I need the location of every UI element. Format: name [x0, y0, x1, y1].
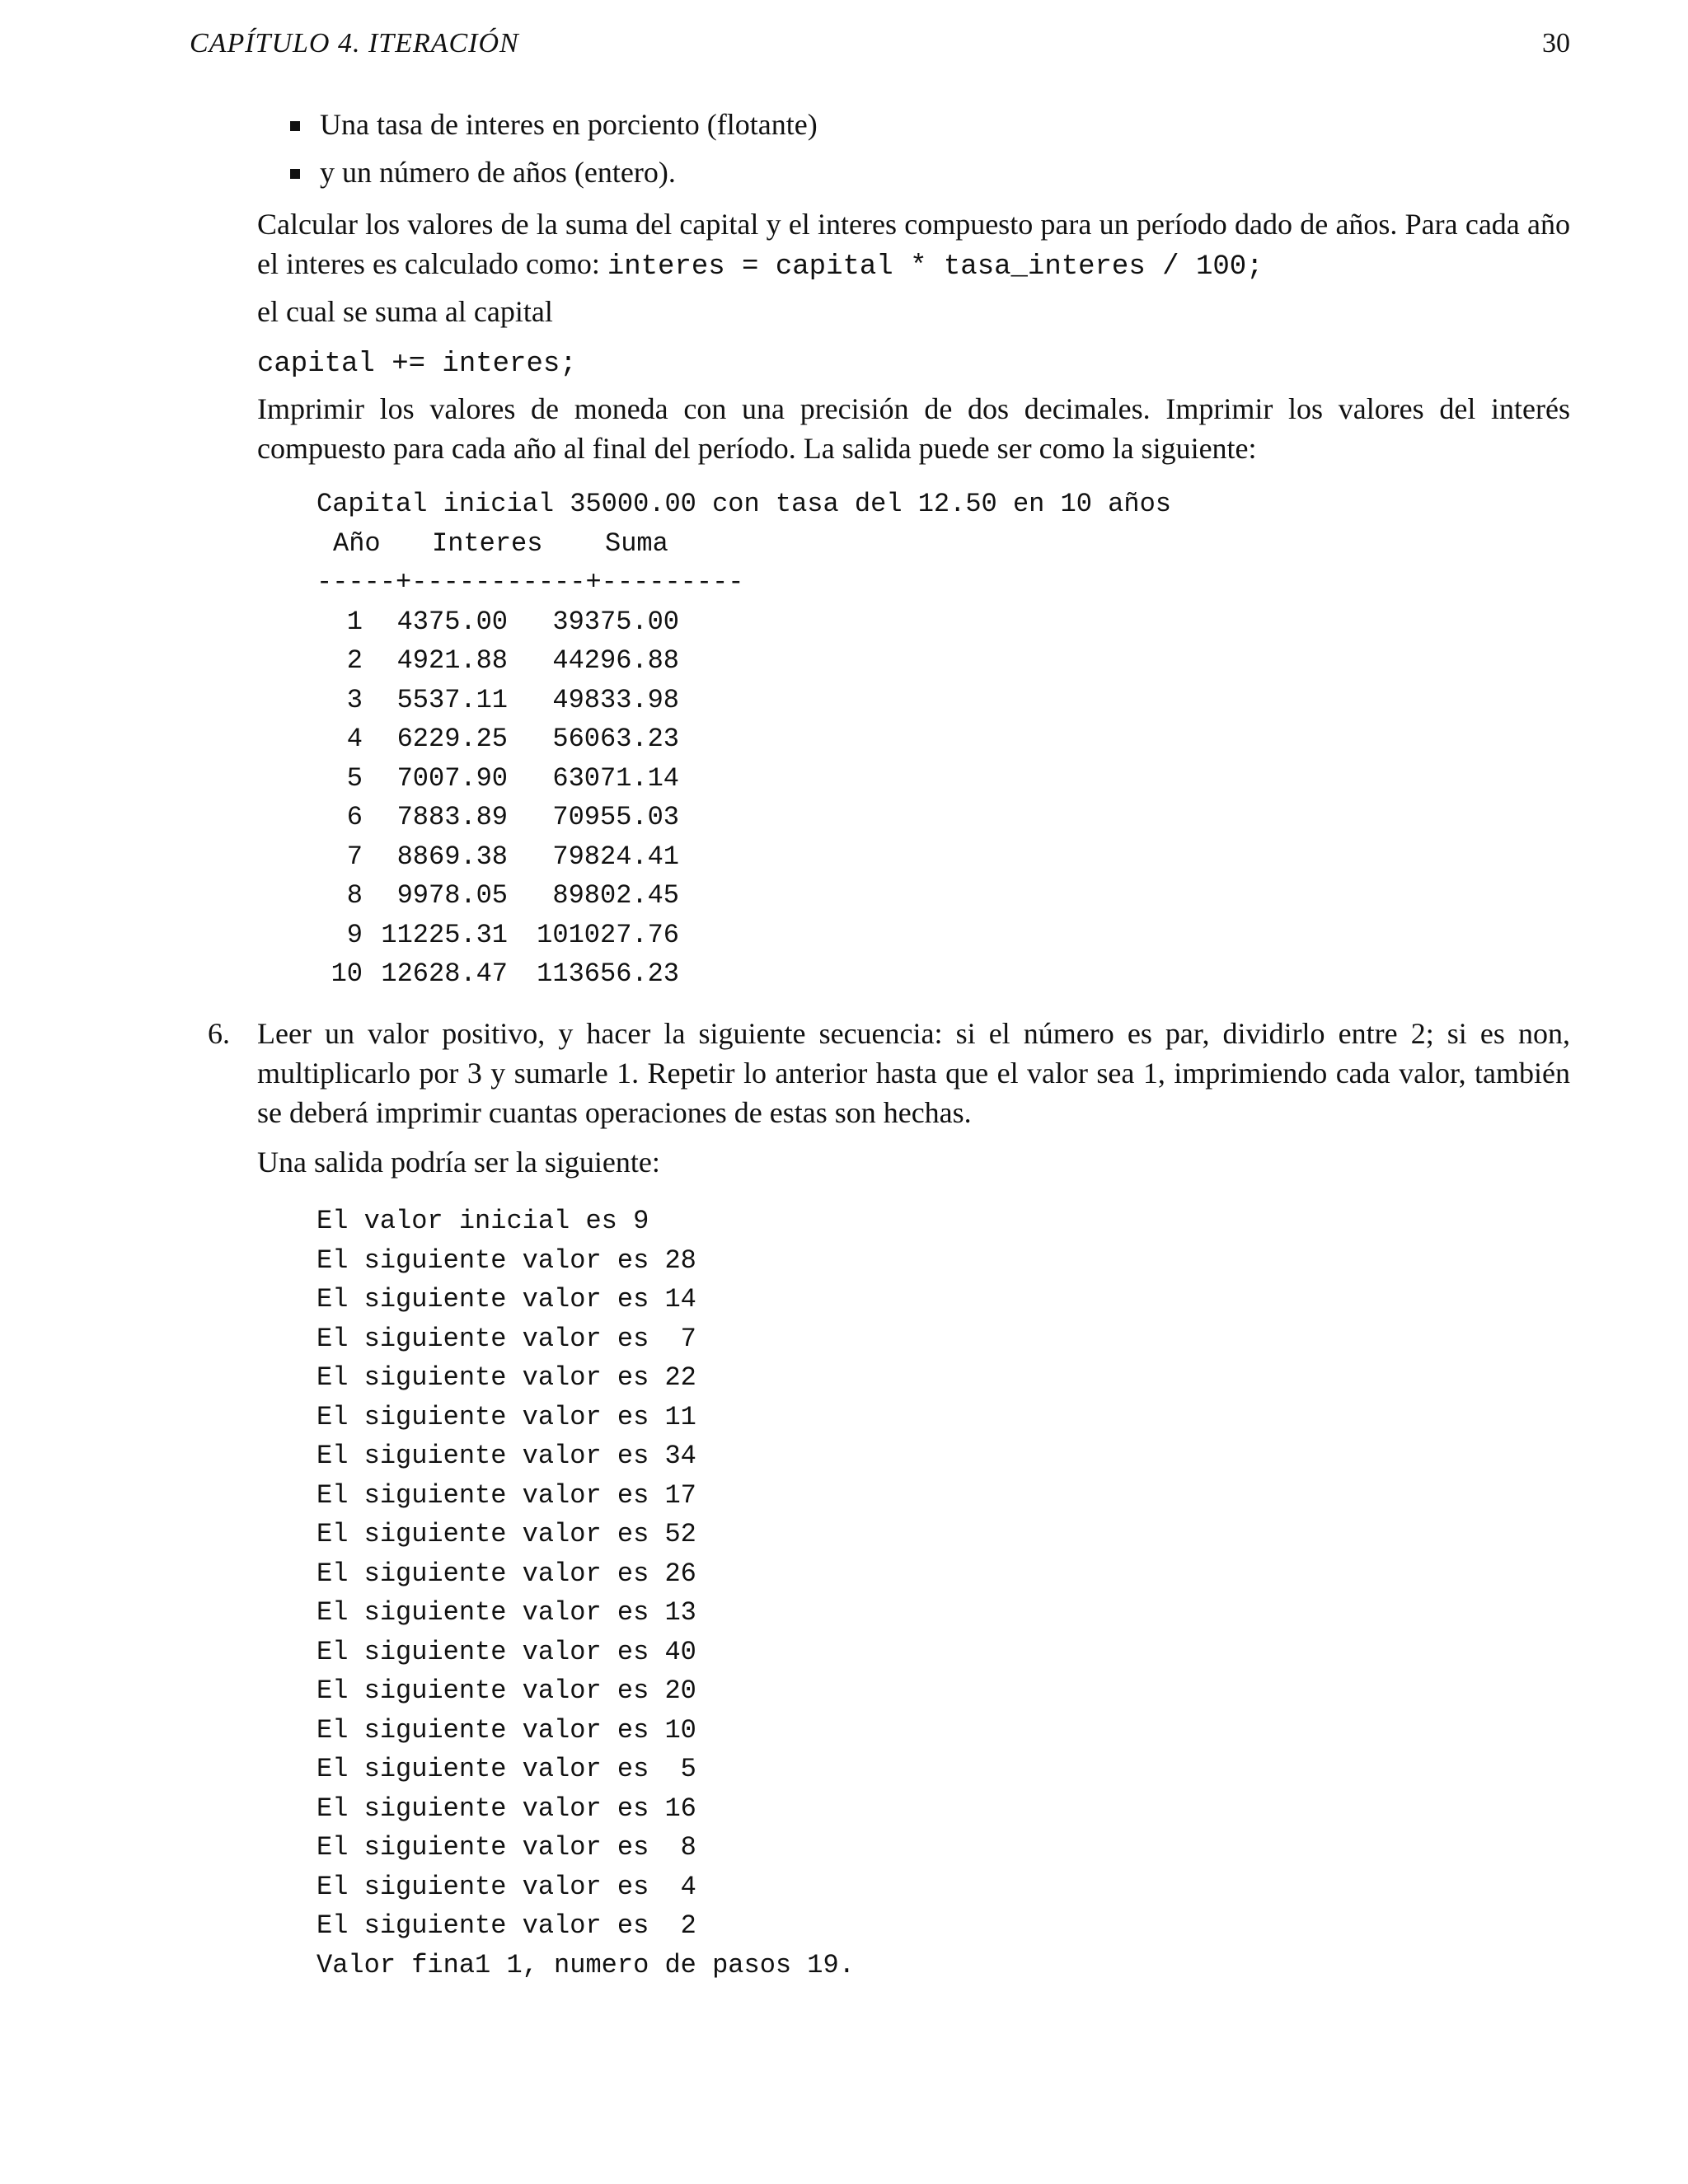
sample-intro: Una salida podría ser la siguiente: — [257, 1146, 660, 1179]
table-row — [316, 681, 1171, 720]
table-row — [316, 602, 1171, 642]
column-header-year: Año — [333, 527, 381, 559]
table-row — [316, 916, 1171, 955]
cell-interest: 11225.31 — [381, 919, 508, 950]
cell-sum: 39375.00 — [552, 606, 679, 637]
print-paragraph: Imprimir los valores de moneda con una precisión de dos decimales. Imprimir los valores del interés compuesto para cada año al final del período. La salida puede ser como la siguiente: — [257, 392, 1570, 465]
cell-sum: 113656.23 — [537, 958, 679, 989]
calc-text: Calcular los valores de la suma del capital y el interes compuesto para un período dado de años. Para cada año el interes es calculado como: — [257, 208, 1570, 280]
output-line: El siguiente valor es 10 — [316, 1714, 696, 1746]
output-line: El siguiente valor es 2 — [316, 1910, 696, 1941]
cell-interest: 4921.88 — [396, 645, 508, 676]
output-line: Valor fina1 1, numero de pasos 19. — [316, 1949, 855, 1980]
square-bullet-icon — [290, 121, 300, 131]
output-line: El siguiente valor es 14 — [316, 1284, 696, 1315]
output-line: El siguiente valor es 16 — [316, 1793, 696, 1824]
output-line: El valor inicial es 9 — [316, 1206, 649, 1236]
cell-year: 6 — [346, 802, 363, 832]
sum-code: capital += interes; — [257, 349, 577, 380]
output-line: El siguiente valor es 17 — [316, 1479, 696, 1511]
cell-year: 2 — [346, 645, 363, 676]
table-row — [316, 837, 1171, 877]
cell-year: 10 — [331, 958, 363, 989]
cell-interest: 8869.38 — [396, 841, 508, 872]
cell-year: 3 — [346, 684, 363, 715]
bullet-list — [290, 101, 1526, 196]
list-item: Una tasa de interes en porciento (flotante) — [290, 101, 1526, 148]
output-line: El siguiente valor es 11 — [316, 1401, 696, 1432]
cell-sum: 70955.03 — [552, 802, 679, 832]
sum-code-line — [257, 341, 1570, 384]
output-line: El siguiente valor es 26 — [316, 1558, 696, 1589]
cell-sum: 49833.98 — [552, 684, 679, 715]
cell-year: 7 — [346, 841, 363, 872]
page-number: 30 — [1542, 28, 1570, 59]
output-line: El siguiente valor es 22 — [316, 1362, 696, 1393]
sequence-output — [316, 1202, 855, 1985]
cell-sum: 44296.88 — [552, 645, 679, 676]
sum-paragraph: el cual se suma al capital — [257, 295, 553, 328]
calc-paragraph — [257, 204, 1570, 287]
output-line: El siguiente valor es 8 — [316, 1832, 696, 1863]
list-item: y un número de años (entero). — [290, 148, 1526, 196]
cell-sum: 101027.76 — [537, 919, 679, 950]
table-rule: -----+-----------+--------- — [316, 567, 744, 598]
item6-paragraph: Leer un valor positivo, y hacer la siguiente secuencia: si el número es par, dividirlo entre 2; si es non, multiplicarlo por 3 y sumarle 1. Repetir lo anterior hasta que el valor sea 1, imprimiendo cada valor, también se deberá imprimir cuantas operaciones de estas son hechas. — [257, 1017, 1570, 1129]
column-header-sum: Suma — [605, 527, 668, 559]
output-line: El siguiente valor es 4 — [316, 1871, 696, 1902]
output-title-line: Capital inicial 35000.00 con tasa del 12.50 en 10 años — [316, 489, 1171, 519]
square-bullet-icon — [290, 169, 300, 179]
cell-sum: 89802.45 — [552, 880, 679, 911]
cell-interest: 9978.05 — [396, 880, 508, 911]
cell-year: 9 — [346, 919, 363, 950]
output-line: El siguiente valor es 28 — [316, 1244, 696, 1276]
output-line: El siguiente valor es 13 — [316, 1597, 696, 1628]
output-line: El siguiente valor es 40 — [316, 1636, 696, 1667]
output-line: El siguiente valor es 5 — [316, 1754, 696, 1784]
cell-sum: 63071.14 — [552, 762, 679, 794]
cell-year: 8 — [346, 880, 363, 911]
chapter-title: CAPÍTULO 4. ITERACIÓN — [190, 28, 519, 59]
cell-interest: 12628.47 — [381, 958, 508, 989]
cell-year: 5 — [346, 762, 363, 794]
cell-year: 1 — [346, 606, 363, 637]
table-row — [316, 876, 1171, 916]
running-head — [190, 25, 1570, 66]
cell-sum: 79824.41 — [552, 841, 679, 872]
table-row — [316, 798, 1171, 837]
output-line: El siguiente valor es 7 — [316, 1323, 696, 1354]
cell-interest: 6229.25 — [396, 724, 508, 754]
table-row — [316, 759, 1171, 799]
cell-interest: 5537.11 — [396, 684, 508, 715]
table-body — [316, 602, 1171, 994]
output-line: El siguiente valor es 52 — [316, 1519, 696, 1549]
table-row — [316, 641, 1171, 681]
cell-sum: 56063.23 — [552, 724, 679, 754]
table-header-row — [316, 524, 1171, 564]
column-header-interest: Interes — [432, 527, 543, 559]
item-number: 6. — [208, 1017, 230, 1050]
cell-interest: 4375.00 — [396, 606, 508, 637]
cell-year: 4 — [346, 724, 363, 754]
output-line: El siguiente valor es 20 — [316, 1675, 696, 1706]
cell-interest: 7883.89 — [396, 802, 508, 832]
cell-interest: 7007.90 — [396, 762, 508, 794]
calc-code: interes = capital * tasa_interes / 100; — [607, 251, 1264, 283]
output-line: El siguiente valor es 34 — [316, 1441, 696, 1471]
interest-output — [316, 485, 1171, 994]
table-row — [316, 719, 1171, 759]
table-row — [316, 954, 1171, 994]
